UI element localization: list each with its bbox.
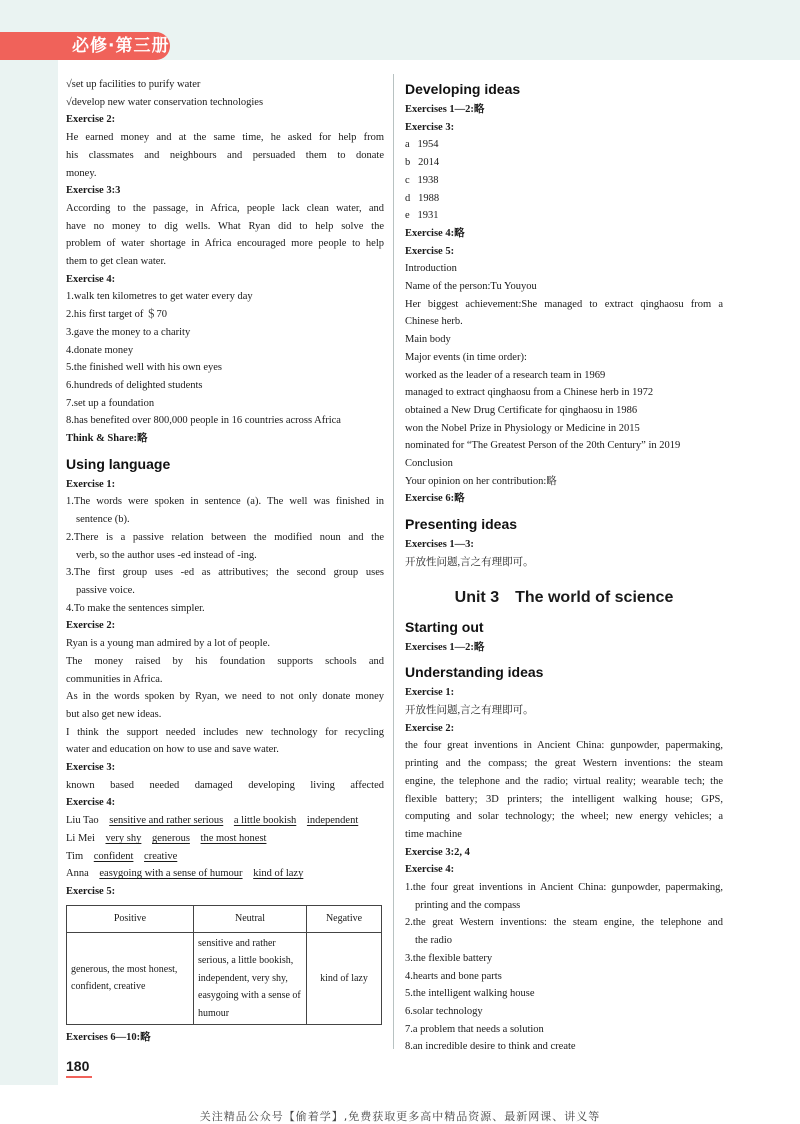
text-line: engine, the telephone and the radio; virtual reality; wearable tech; the xyxy=(405,775,723,787)
list-item: printing and the compass xyxy=(415,899,521,911)
trait: confident xyxy=(93,850,134,862)
column-divider xyxy=(393,74,394,1049)
person-name: Li Mei xyxy=(66,832,95,844)
list-item: 8.an incredible desire to think and create xyxy=(405,1041,576,1053)
text-line: 4.To make the sentences simpler. xyxy=(66,602,205,614)
list-item: 3.the flexible battery xyxy=(405,952,493,964)
text-line: but also get new ideas. xyxy=(66,708,162,720)
text-line: Major events (in time order): xyxy=(405,351,527,363)
text-line: Name of the person:Tu Youyou xyxy=(405,281,537,293)
text-line: 开放性问题,言之有理即可。 xyxy=(405,556,534,568)
table-cell-neutral: sensitive and rather serious, a little bookish, independent, very shy, easygoing with a sense of humour xyxy=(194,932,307,1025)
exercise-label: Exercise 1: xyxy=(405,687,455,699)
list-item xyxy=(405,172,723,190)
text-line: Conclusion xyxy=(405,458,453,470)
exercise-label: Exercise 1: xyxy=(66,478,116,490)
text-line: won the Nobel Prize in Physiology or Medicine in 2015 xyxy=(405,422,640,434)
section-title-starting-out: Starting out xyxy=(405,618,484,635)
text-line: As in the words spoken by Ryan, we need to not only donate money xyxy=(66,691,384,703)
list-item: 5.the intelligent walking house xyxy=(405,988,535,1000)
text-line: 3.The first group uses -ed as attributives; the second group uses xyxy=(66,567,384,579)
list-item: 4.hearts and bone parts xyxy=(405,970,502,982)
trait: independent xyxy=(306,815,359,827)
trait-row xyxy=(66,848,384,866)
trait: very shy xyxy=(105,832,142,844)
text-line: Main body xyxy=(405,334,451,346)
text-line: He earned money and at the same time, he asked for help from xyxy=(66,132,384,144)
list-item xyxy=(405,207,723,225)
text-line: water and education on how to use and save water. xyxy=(66,744,279,756)
exercise-label: Exercise 2: xyxy=(405,722,455,734)
trait: sensitive and rather serious xyxy=(109,815,224,827)
text-line: 1.The words were spoken in sentence (a). The well was finished in xyxy=(66,496,384,508)
item-letter: b xyxy=(405,157,411,169)
exercise-label: Exercise 2: xyxy=(66,114,116,126)
list-item xyxy=(405,154,723,172)
trait-row xyxy=(66,812,384,830)
exercise-label: Exercise 3: xyxy=(66,762,116,774)
exercise-label: Exercise 5: xyxy=(66,885,116,897)
exercise-label: Exercises 6—10:略 xyxy=(66,1032,151,1044)
list-item: 8.has benefited over 800,000 people in 16 countries across Africa xyxy=(66,415,341,427)
list-item: 1.walk ten kilometres to get water every day xyxy=(66,291,253,303)
text-line: The money raised by his foundation supports schools and xyxy=(66,655,384,667)
list-item: 5.the finished well with his own eyes xyxy=(66,362,223,374)
item-letter: e xyxy=(405,210,410,222)
list-item: 6.hundreds of delighted students xyxy=(66,379,203,391)
list-item: 7.set up a foundation xyxy=(66,397,155,409)
text-line: I think the support needed includes new technology for recycling xyxy=(66,726,384,738)
person-name: Liu Tao xyxy=(66,815,99,827)
trait-row xyxy=(66,830,384,848)
text-line: time machine xyxy=(405,828,462,840)
table-row xyxy=(67,932,382,1025)
list-item: 4.donate money xyxy=(66,344,134,356)
exercise-label: Exercise 4: xyxy=(66,797,116,809)
exercise-label: Exercise 4:略 xyxy=(405,227,465,239)
text-line: money. xyxy=(66,167,97,179)
list-item: 1.the four great inventions in Ancient China: gunpowder, papermaking, xyxy=(405,882,723,894)
item-year: 1931 xyxy=(417,210,439,222)
unit-title: The world of science xyxy=(515,588,674,606)
table-cell-positive: generous, the most honest, confident, creative xyxy=(67,932,194,1025)
section-title-using-language: Using language xyxy=(66,455,171,472)
section-title-understanding-ideas: Understanding ideas xyxy=(405,664,544,681)
person-name: Tim xyxy=(66,850,84,862)
exercise-label: Exercises 1—2:略 xyxy=(405,104,485,115)
text-line: nominated for “The Greatest Person of the 20th Century” in 2019 xyxy=(405,440,681,452)
text-line: Her biggest achievement:She managed to extract qinghaosu from a xyxy=(405,298,723,310)
text-line: passive voice. xyxy=(76,584,135,596)
list-item: 3.gave the money to a charity xyxy=(66,326,191,338)
left-column xyxy=(66,76,384,1047)
text-line: According to the passage, in Africa, people lack clean water, and xyxy=(66,202,384,214)
text-line: computing and solar technology; the wheel; new energy vehicles; a xyxy=(405,811,723,823)
exercise-label: Exercises 1—2:略 xyxy=(405,641,485,653)
exercise-label: Exercise 4: xyxy=(405,864,455,876)
right-column xyxy=(405,76,723,1056)
table-header-cell: Positive xyxy=(67,905,194,932)
text-line: obtained a New Drug Certificate for qinghaosu in 1986 xyxy=(405,404,638,416)
exercise-label: Exercise 5: xyxy=(405,245,455,257)
exercise-label: Exercise 3:2, 4 xyxy=(405,846,470,858)
item-letter: d xyxy=(405,192,411,204)
text-line: communities in Africa. xyxy=(66,673,163,685)
item-year: 1938 xyxy=(417,174,439,186)
person-name: Anna xyxy=(66,868,89,880)
unit-number: Unit 3 xyxy=(454,588,500,606)
trait: a little bookish xyxy=(233,815,297,827)
exercise-label: Exercise 2: xyxy=(66,620,116,632)
exercise-label: Exercise 4: xyxy=(66,273,116,285)
trait: easygoing with a sense of humour xyxy=(99,868,243,880)
unit-heading xyxy=(405,588,723,608)
text-line: sentence (b). xyxy=(76,514,130,526)
section-title-developing-ideas: Developing ideas xyxy=(405,81,521,97)
text-line: √set up facilities to purify water xyxy=(66,79,201,90)
text-line: his classmates and neighbours and persuaded them to donate xyxy=(66,149,384,161)
section-title-presenting-ideas: Presenting ideas xyxy=(405,516,518,533)
item-letter: a xyxy=(405,139,410,151)
text-line: 开放性问题,言之有理即可。 xyxy=(405,704,534,716)
exercise-label: Exercise 3: xyxy=(405,121,455,133)
list-item: 2.his first target of ＄70 xyxy=(66,309,168,321)
word-list: known based needed damaged developing living affected xyxy=(66,779,384,791)
book-title: 必修·第三册 xyxy=(72,36,170,56)
list-item: the radio xyxy=(415,935,453,947)
trait: generous xyxy=(152,832,190,844)
trait: creative xyxy=(144,850,178,862)
list-item xyxy=(405,190,723,208)
text-line: problem of water shortage in Africa encouraged more people to help xyxy=(66,238,384,250)
text-line: have no money to dig wells. What Ryan did to help solve the xyxy=(66,220,384,232)
text-line: Introduction xyxy=(405,263,457,275)
text-line: Your opinion on her contribution:略 xyxy=(405,475,557,487)
table-header-row xyxy=(67,905,382,932)
text-line: the four great inventions in Ancient China: gunpowder, papermaking, xyxy=(405,740,723,752)
exercise-label: Exercises 1—3: xyxy=(405,539,474,551)
text-line: Chinese herb. xyxy=(405,316,463,328)
table-header-cell: Negative xyxy=(307,905,382,932)
list-item: 6.solar technology xyxy=(405,1005,483,1017)
item-year: 1954 xyxy=(417,139,439,151)
trait: kind of lazy xyxy=(253,868,304,880)
exercise-label: Exercise 6:略 xyxy=(405,493,465,505)
trait-row xyxy=(66,865,384,883)
list-item xyxy=(405,136,723,154)
text-line: flexible battery; 3D printers; the intelligent walking house; GPS, xyxy=(405,793,723,805)
table-cell-negative: kind of lazy xyxy=(307,932,382,1025)
item-year: 1988 xyxy=(418,192,440,204)
footer-notice: 关注精品公众号【偷着学】,免费获取更多高中精品资源、最新网课、讲义等 xyxy=(199,1110,601,1123)
list-item: 7.a problem that needs a solution xyxy=(405,1023,544,1035)
text-line: verb, so the author uses -ed instead of -ing. xyxy=(76,549,257,561)
text-line: Ryan is a young man admired by a lot of people. xyxy=(66,638,270,650)
text-line: managed to extract qinghaosu from a Chinese herb in 1972 xyxy=(405,387,654,399)
text-line: printing and the compass; the great Western inventions: the steam xyxy=(405,758,723,770)
table-header-cell: Neutral xyxy=(194,905,307,932)
list-item: 2.the great Western inventions: the steam engine, the telephone and xyxy=(405,917,723,929)
exercise-label: Exercise 3:3 xyxy=(66,185,121,197)
item-year: 2014 xyxy=(418,157,440,169)
text-line: them to get clean water. xyxy=(66,256,167,268)
text-line: 2.There is a passive relation between the modified noun and the xyxy=(66,531,384,543)
text-line: worked as the leader of a research team in 1969 xyxy=(405,369,606,381)
left-margin-strip xyxy=(0,60,58,1085)
text-line: √develop new water conservation technologies xyxy=(66,96,264,108)
item-letter: c xyxy=(405,174,410,186)
think-share-label: Think & Share:略 xyxy=(66,433,148,445)
page-number-underline xyxy=(66,1076,92,1078)
trait-classification-table xyxy=(66,905,382,1026)
trait: the most honest xyxy=(200,832,267,844)
page-number: 180 xyxy=(66,1058,90,1074)
